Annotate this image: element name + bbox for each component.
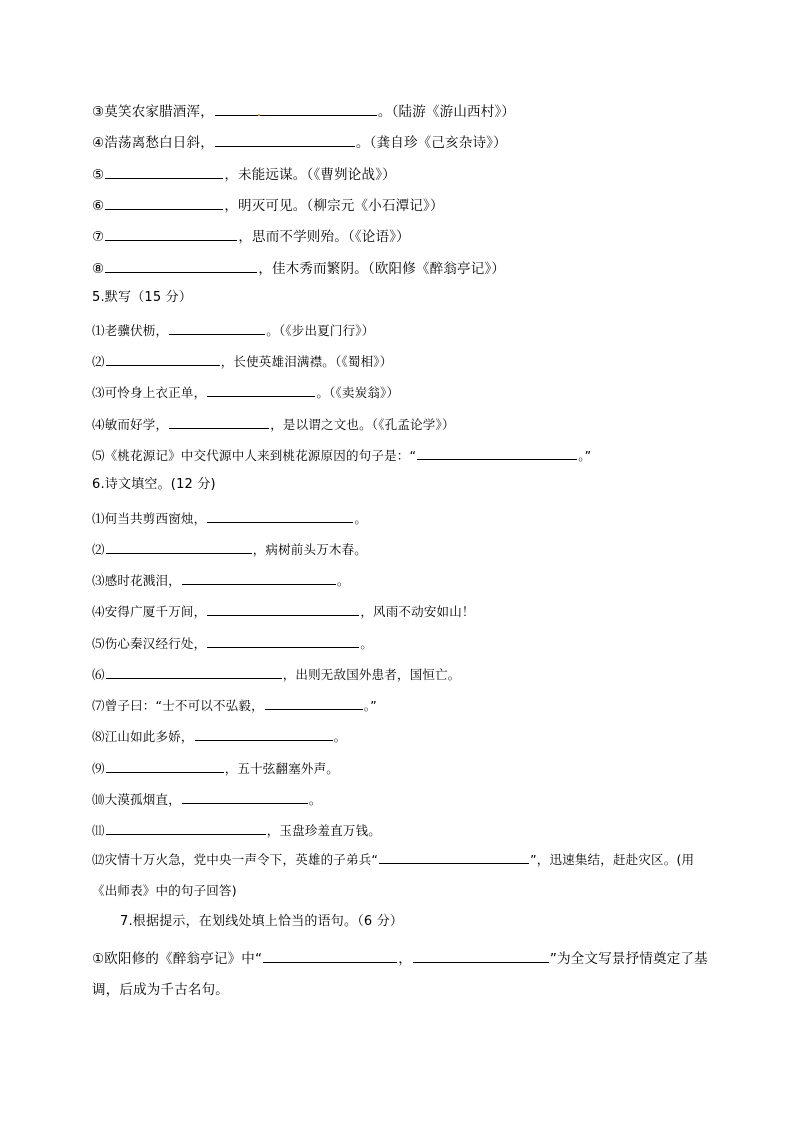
q6-line-4 (92, 600, 475, 622)
question-7-title: 7.根据提示，在划线处填上恰当的语句。（6 分） (120, 914, 404, 929)
line-text-post: ，未能远谋。（《曹刿论战》） (224, 167, 396, 183)
answer-blank[interactable] (207, 507, 353, 523)
line-text-post: ，风雨不动安如山！ (360, 604, 475, 619)
line-text-pre: ④浩荡离愁白日斜， (92, 135, 214, 151)
line-text-post: 。 (336, 573, 350, 588)
line-text-post: ”为全文写景抒情奠定了基调，后成为千古名句。 (92, 951, 708, 998)
q5-line-2 (92, 350, 392, 372)
answer-blank[interactable] (106, 757, 224, 773)
answer-blank[interactable] (105, 257, 257, 273)
line-text-pre: ⑵ (92, 542, 105, 557)
q6-line-1 (92, 507, 367, 529)
line-text-pre: ⑧ (92, 261, 105, 277)
answer-blank[interactable] (105, 163, 223, 179)
q6-line-7 (92, 694, 377, 716)
q6-line-11 (92, 819, 381, 841)
fill-line-7 (92, 225, 410, 247)
answer-blank[interactable] (265, 694, 363, 710)
line-text-pre: ⑴何当共剪西窗烛， (92, 511, 207, 526)
line-text-post: 。” (578, 448, 592, 463)
answer-blank[interactable] (106, 350, 220, 366)
q5-line-3 (92, 381, 399, 403)
line-text-pre: ⑼ (92, 761, 105, 776)
line-text-pre: ⑵ (92, 354, 105, 369)
q6-line-6 (92, 663, 461, 685)
question-5-title: 5.默写（15 分） (92, 290, 193, 305)
answer-blank[interactable] (215, 100, 377, 116)
answer-blank[interactable] (417, 444, 577, 460)
fill-line-3 (92, 100, 515, 122)
line-text-post: ，病树前头万木春。 (252, 542, 368, 557)
line-text-post: ”，迅速集结，赶赴灾区。(用《出师表》中的句子回答) (92, 852, 695, 898)
q6-line-8 (92, 725, 346, 747)
line-text-pre: ⑽大漠孤烟直， (92, 792, 181, 807)
answer-blank[interactable] (105, 194, 223, 210)
line-text-post: 。 (360, 636, 374, 651)
answer-blank[interactable] (106, 819, 266, 835)
line-text-pre: ①欧阳修的《醉翁亭记》中“ (92, 951, 263, 967)
answer-blank[interactable] (207, 600, 359, 616)
line-text-post: ，明灭可见。（柳宗元《小石潭记》） (224, 198, 444, 214)
fill-line-5 (92, 163, 396, 185)
line-text-post: 。（龚自珍《己亥杂诗》） (355, 135, 507, 151)
line-text-pre: ⑥ (92, 198, 105, 214)
q6-line-5 (92, 632, 373, 654)
q6-line-3 (92, 569, 350, 591)
line-text-pre: ⑷安得广厦千万间， (92, 604, 207, 619)
answer-blank[interactable] (215, 131, 355, 147)
q6-line-2 (92, 538, 367, 560)
fill-line-8 (92, 257, 505, 279)
line-text-pre: ⑶感时花溅泪， (92, 573, 181, 588)
answer-blank[interactable] (105, 225, 237, 241)
line-text-post: ，玉盘珍羞直万钱。 (266, 823, 382, 838)
line-text-post: 。 (354, 511, 368, 526)
line-text-pre: ⑤ (92, 167, 105, 183)
line-text-post: 。（《卖炭翁》） (316, 385, 400, 400)
line-text-post: 。” (363, 698, 377, 713)
q7-line-1 (92, 944, 712, 1006)
line-text-post: 。 (308, 792, 322, 807)
answer-blank[interactable] (207, 381, 315, 397)
line-text-post: ，出则无敌国外患者，国恒亡。 (282, 667, 461, 682)
line-text-pre: ⑾ (92, 823, 105, 838)
line-text-pre: ⑸《桃花源记》中交代源中人来到桃花源原因的句子是：“ (92, 448, 417, 463)
line-text-pre: ⑷敏而好学， (92, 417, 169, 432)
line-text-pre: ⑻江山如此多娇， (92, 729, 194, 744)
q5-line-5 (92, 444, 591, 466)
line-text-pre: ⑴老骥伏枥， (92, 323, 169, 338)
line-text-pre: ⑦ (92, 229, 105, 245)
line-text-pre: ⑺曾子曰：“士不可以不弘毅， (92, 698, 264, 713)
line-text-post: ，思而不学则殆。（《论语》） (238, 229, 410, 245)
answer-blank[interactable] (106, 538, 252, 554)
answer-blank[interactable] (379, 848, 529, 864)
q5-line-4 (92, 413, 455, 435)
answer-blank[interactable] (263, 947, 397, 963)
line-text-mid: ， (398, 951, 412, 967)
answer-blank[interactable] (195, 725, 333, 741)
line-text-post: ，佳木秀而繁阴。（欧阳修《醉翁亭记》） (258, 261, 506, 277)
answer-blank[interactable] (182, 569, 336, 585)
line-text-post: 。 (333, 729, 347, 744)
answer-blank[interactable] (207, 632, 359, 648)
q6-line-9 (92, 757, 339, 779)
answer-blank[interactable] (182, 788, 308, 804)
fill-line-6 (92, 194, 444, 216)
line-text-post: ，是以谓之文也。（《孔孟论学》） (270, 417, 455, 432)
fill-line-4 (92, 131, 507, 153)
line-text-pre: ⑹ (92, 667, 105, 682)
question-6-title: 6.诗文填空。(12 分) (92, 477, 216, 492)
line-text-post: ，五十弦翻塞外声。 (224, 761, 340, 776)
line-text-pre: ③莫笑农家腊酒浑， (92, 104, 214, 120)
line-text-post: 。（陆游《游山西村》） (377, 104, 516, 120)
answer-blank[interactable] (413, 947, 549, 963)
line-text-pre: ⑸伤心秦汉经行处， (92, 636, 207, 651)
answer-blank[interactable] (106, 663, 282, 679)
line-text-pre: ⑿灾情十万火急，党中央一声令下，英雄的子弟兵“ (92, 852, 379, 867)
q6-line-12 (92, 844, 712, 906)
line-text-pre: ⑶可怜身上衣正单， (92, 385, 207, 400)
line-text-post: 。（《步出夏门行》） (266, 323, 375, 338)
answer-blank[interactable] (169, 413, 269, 429)
q5-line-1 (92, 319, 374, 341)
line-text-post: ，长使英雄泪满襟。（《蜀相》） (220, 354, 393, 369)
answer-blank[interactable] (169, 319, 265, 335)
q6-line-10 (92, 788, 322, 810)
